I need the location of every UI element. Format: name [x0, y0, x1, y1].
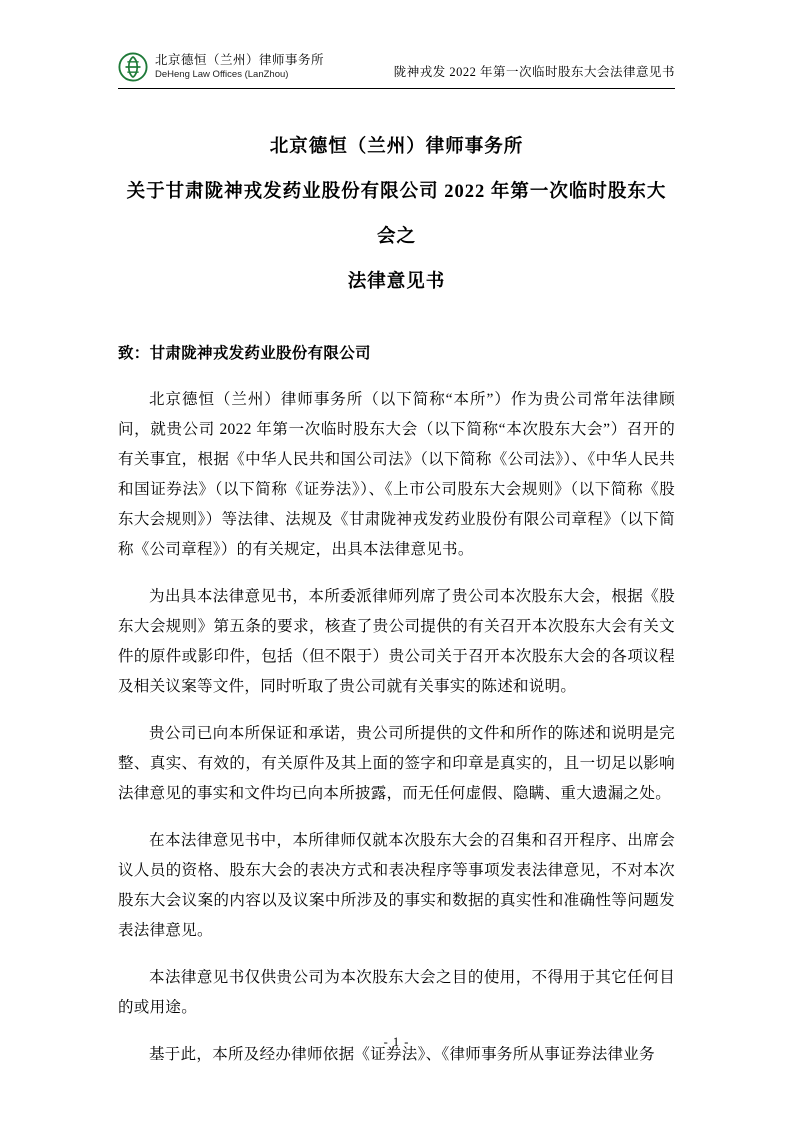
- salutation: 致：甘肃陇神戎发药业股份有限公司: [118, 345, 371, 362]
- deheng-logo-icon: [118, 52, 148, 82]
- document-title: [118, 125, 675, 305]
- firm-name-chinese: 北京德恒（兰州）律师事务所: [155, 53, 325, 68]
- document-reference: 陇神戎发 2022 年第一次临时股东大会法律意见书: [393, 65, 675, 79]
- paragraph-4: 在本法律意见书中，本所律师仅就本次股东大会的召集和召开程序、出席会议人员的资格、股东大会的表决方式和表决程序等事项发表法律意见，不对本次股东大会议案的内容以及议案中所涉及的事实和数据的真实性和准确性等问题发表法律意见。: [118, 832, 675, 939]
- title-line-1: 北京德恒（兰州）律师事务所: [269, 137, 524, 157]
- firm-branding: [118, 52, 324, 82]
- title-line-3: 法律意见书: [347, 272, 446, 292]
- paragraph-2: 为出具本法律意见书，本所委派律师列席了贵公司本次股东大会，根据《股东大会规则》第五条的要求，核查了贵公司提供的有关召开本次股东大会有关文件的原件或影印件，包括（但不限于）贵公司关于召开本次股东大会的各项议程及相关议案等文件，同时听取了贵公司就有关事实的陈述和说明。: [118, 588, 675, 695]
- paragraph-6: 基于此，本所及经办律师依据《证券法》、《律师事务所从事证券法律业务: [149, 1046, 655, 1063]
- paragraph-3: 贵公司已向本所保证和承诺，贵公司所提供的文件和所作的陈述和说明是完整、真实、有效的，有关原件及其上面的签字和印章是真实的，且一切足以影响法律意见的事实和文件均已向本所披露，而无任何虚假、隐瞒、重大遗漏之处。: [118, 725, 675, 802]
- page-number: - 1 -: [383, 1035, 410, 1049]
- paragraph-5: 本法律意见书仅供贵公司为本次股东大会之目的使用，不得用于其它任何目的或用途。: [118, 969, 675, 1016]
- firm-name-block: [155, 53, 324, 81]
- document-header: [118, 52, 675, 89]
- title-line-2: 关于甘肃陇神戎发药业股份有限公司 2022 年第一次临时股东大会之: [126, 182, 667, 247]
- document-body: [118, 339, 675, 1070]
- firm-name-english: DeHeng Law Offices (LanZhou): [155, 68, 289, 80]
- paragraph-1: 北京德恒（兰州）律师事务所（以下简称“本所”）作为贵公司常年法律顾问，就贵公司 2022 年第一次临时股东大会（以下简称“本次股东大会”）召开的有关事宜，根据《中华人民共和国公司法》（以下简称《公司法》）、《中华人民共和国证券法》（以下简称《证券法》）、《上市公司股东大会规则》（以下简称《股东大会规则》）等法律、法规及《甘肃陇神戎发药业股份有限公司章程》（以下简称《公司章程》）的有关规定，出具本法律意见书。: [118, 391, 675, 558]
